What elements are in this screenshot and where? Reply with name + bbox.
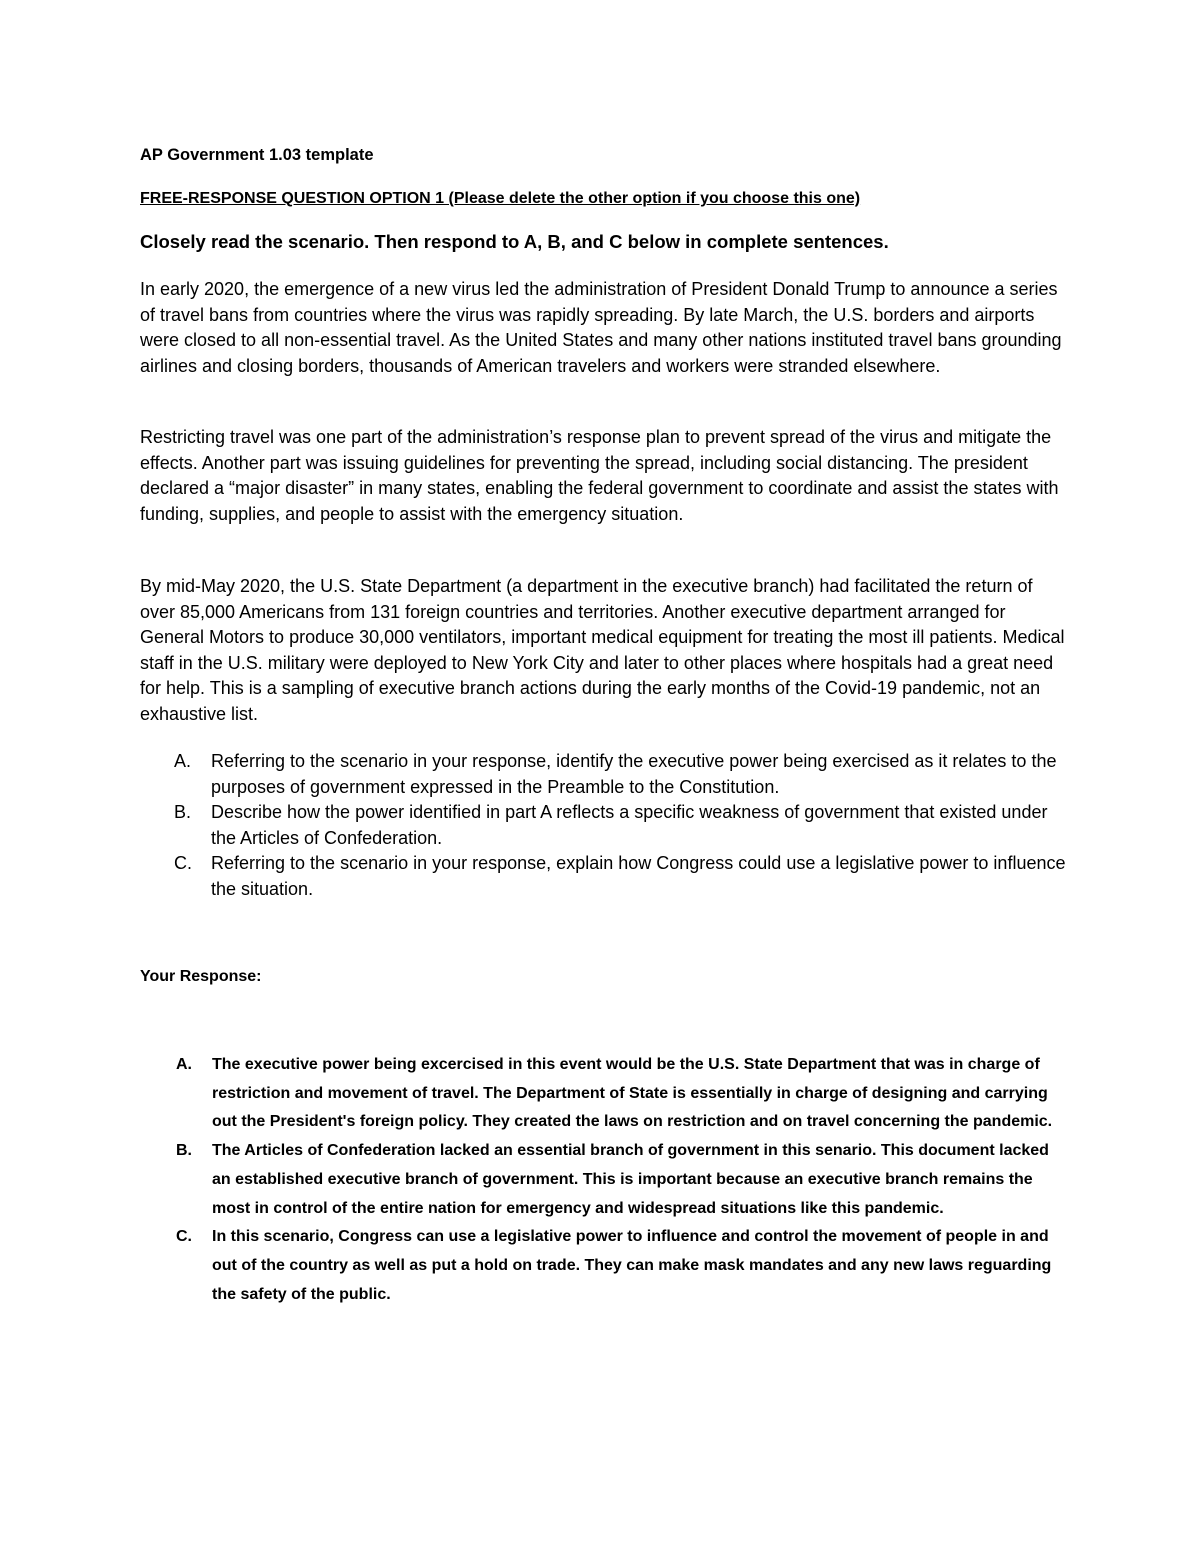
prompt-marker: C.	[174, 853, 192, 873]
prompt-text: Describe how the power identified in part A reflects a specific weakness of government that existed under the Articles of Confederation.	[211, 802, 1048, 848]
answer-marker: B.	[176, 1142, 192, 1160]
answer-marker: A.	[176, 1056, 192, 1073]
prompt-marker: B.	[174, 802, 192, 822]
answer-item	[140, 1051, 1070, 1137]
answer-item	[140, 1137, 1070, 1223]
document-title: AP Government 1.03 template	[140, 146, 374, 164]
instructions: Closely read the scenario. Then respond to A, B, and C below in complete sentences.	[140, 231, 889, 252]
prompt-list	[140, 749, 1070, 902]
prompt-item	[140, 851, 1070, 902]
answer-text: In this scenario, Congress can use a legislative power to influence and control the movement of people in and out of the country as well as put a hold on trade. They can make mask mandates and any new laws reguarding the safety of the public.	[212, 1228, 1052, 1303]
answer-marker: C.	[176, 1228, 192, 1246]
scenario-paragraph: By mid-May 2020, the U.S. State Department (a department in the executive branch) had facilitated the return of over 85,000 Americans from 131 foreign countries and territories. Another executive department arranged for General Motors to produce 30,000 ventilators, important medical equipment for treating the most ill patients. Medical staff in the U.S. military were deployed to New York City and later to other places where hospitals had a great need for help. This is a sampling of executive branch actions during the early months of the Covid-19 pandemic, not an exhaustive list.	[140, 576, 1065, 724]
answer-text: The Articles of Confederation lacked an essential branch of government in this senario. This document lacked an established executive branch of government. This is important because an executive branch remains the most in control of the entire nation for emergency and widespread situations like this pandemic.	[212, 1142, 1049, 1217]
scenario-paragraph: Restricting travel was one part of the administration’s response plan to prevent spread of the virus and mitigate the effects. Another part was issuing guidelines for preventing the spread, including social distancing. The president declared a “major disaster” in many states, enabling the federal government to coordinate and assist the states with funding, supplies, and people to assist with the emergency situation.	[140, 427, 1059, 524]
answer-list	[140, 1051, 1070, 1309]
scenario-paragraph: In early 2020, the emergence of a new virus led the administration of President Donald Trump to announce a series of travel bans from countries where the virus was rapidly spreading. By late March, the U.S. borders and airports were closed to all non-essential travel. As the United States and many other nations instituted travel bans grounding airlines and closing borders, thousands of American travelers and workers were stranded elsewhere.	[140, 279, 1062, 376]
answer-text: The executive power being excercised in this event would be the U.S. State Department that was in charge of restriction and movement of travel. The Department of State is essentially in charge of designing and carrying out the President's foreign policy. They created the laws on restriction and on travel concerning the pandemic.	[212, 1056, 1053, 1131]
response-label: Your Response:	[140, 968, 262, 985]
frq-heading: FREE-RESPONSE QUESTION OPTION 1 (Please delete the other option if you choose this one)	[140, 190, 861, 207]
prompt-item	[140, 749, 1070, 800]
prompt-text: Referring to the scenario in your response, identify the executive power being exercised as it relates to the purposes of government expressed in the Preamble to the Constitution.	[211, 751, 1057, 797]
prompt-item	[140, 800, 1070, 851]
answer-item	[140, 1223, 1070, 1309]
prompt-marker: A.	[174, 751, 192, 771]
prompt-text: Referring to the scenario in your response, explain how Congress could use a legislative power to influence the situation.	[211, 853, 1066, 899]
